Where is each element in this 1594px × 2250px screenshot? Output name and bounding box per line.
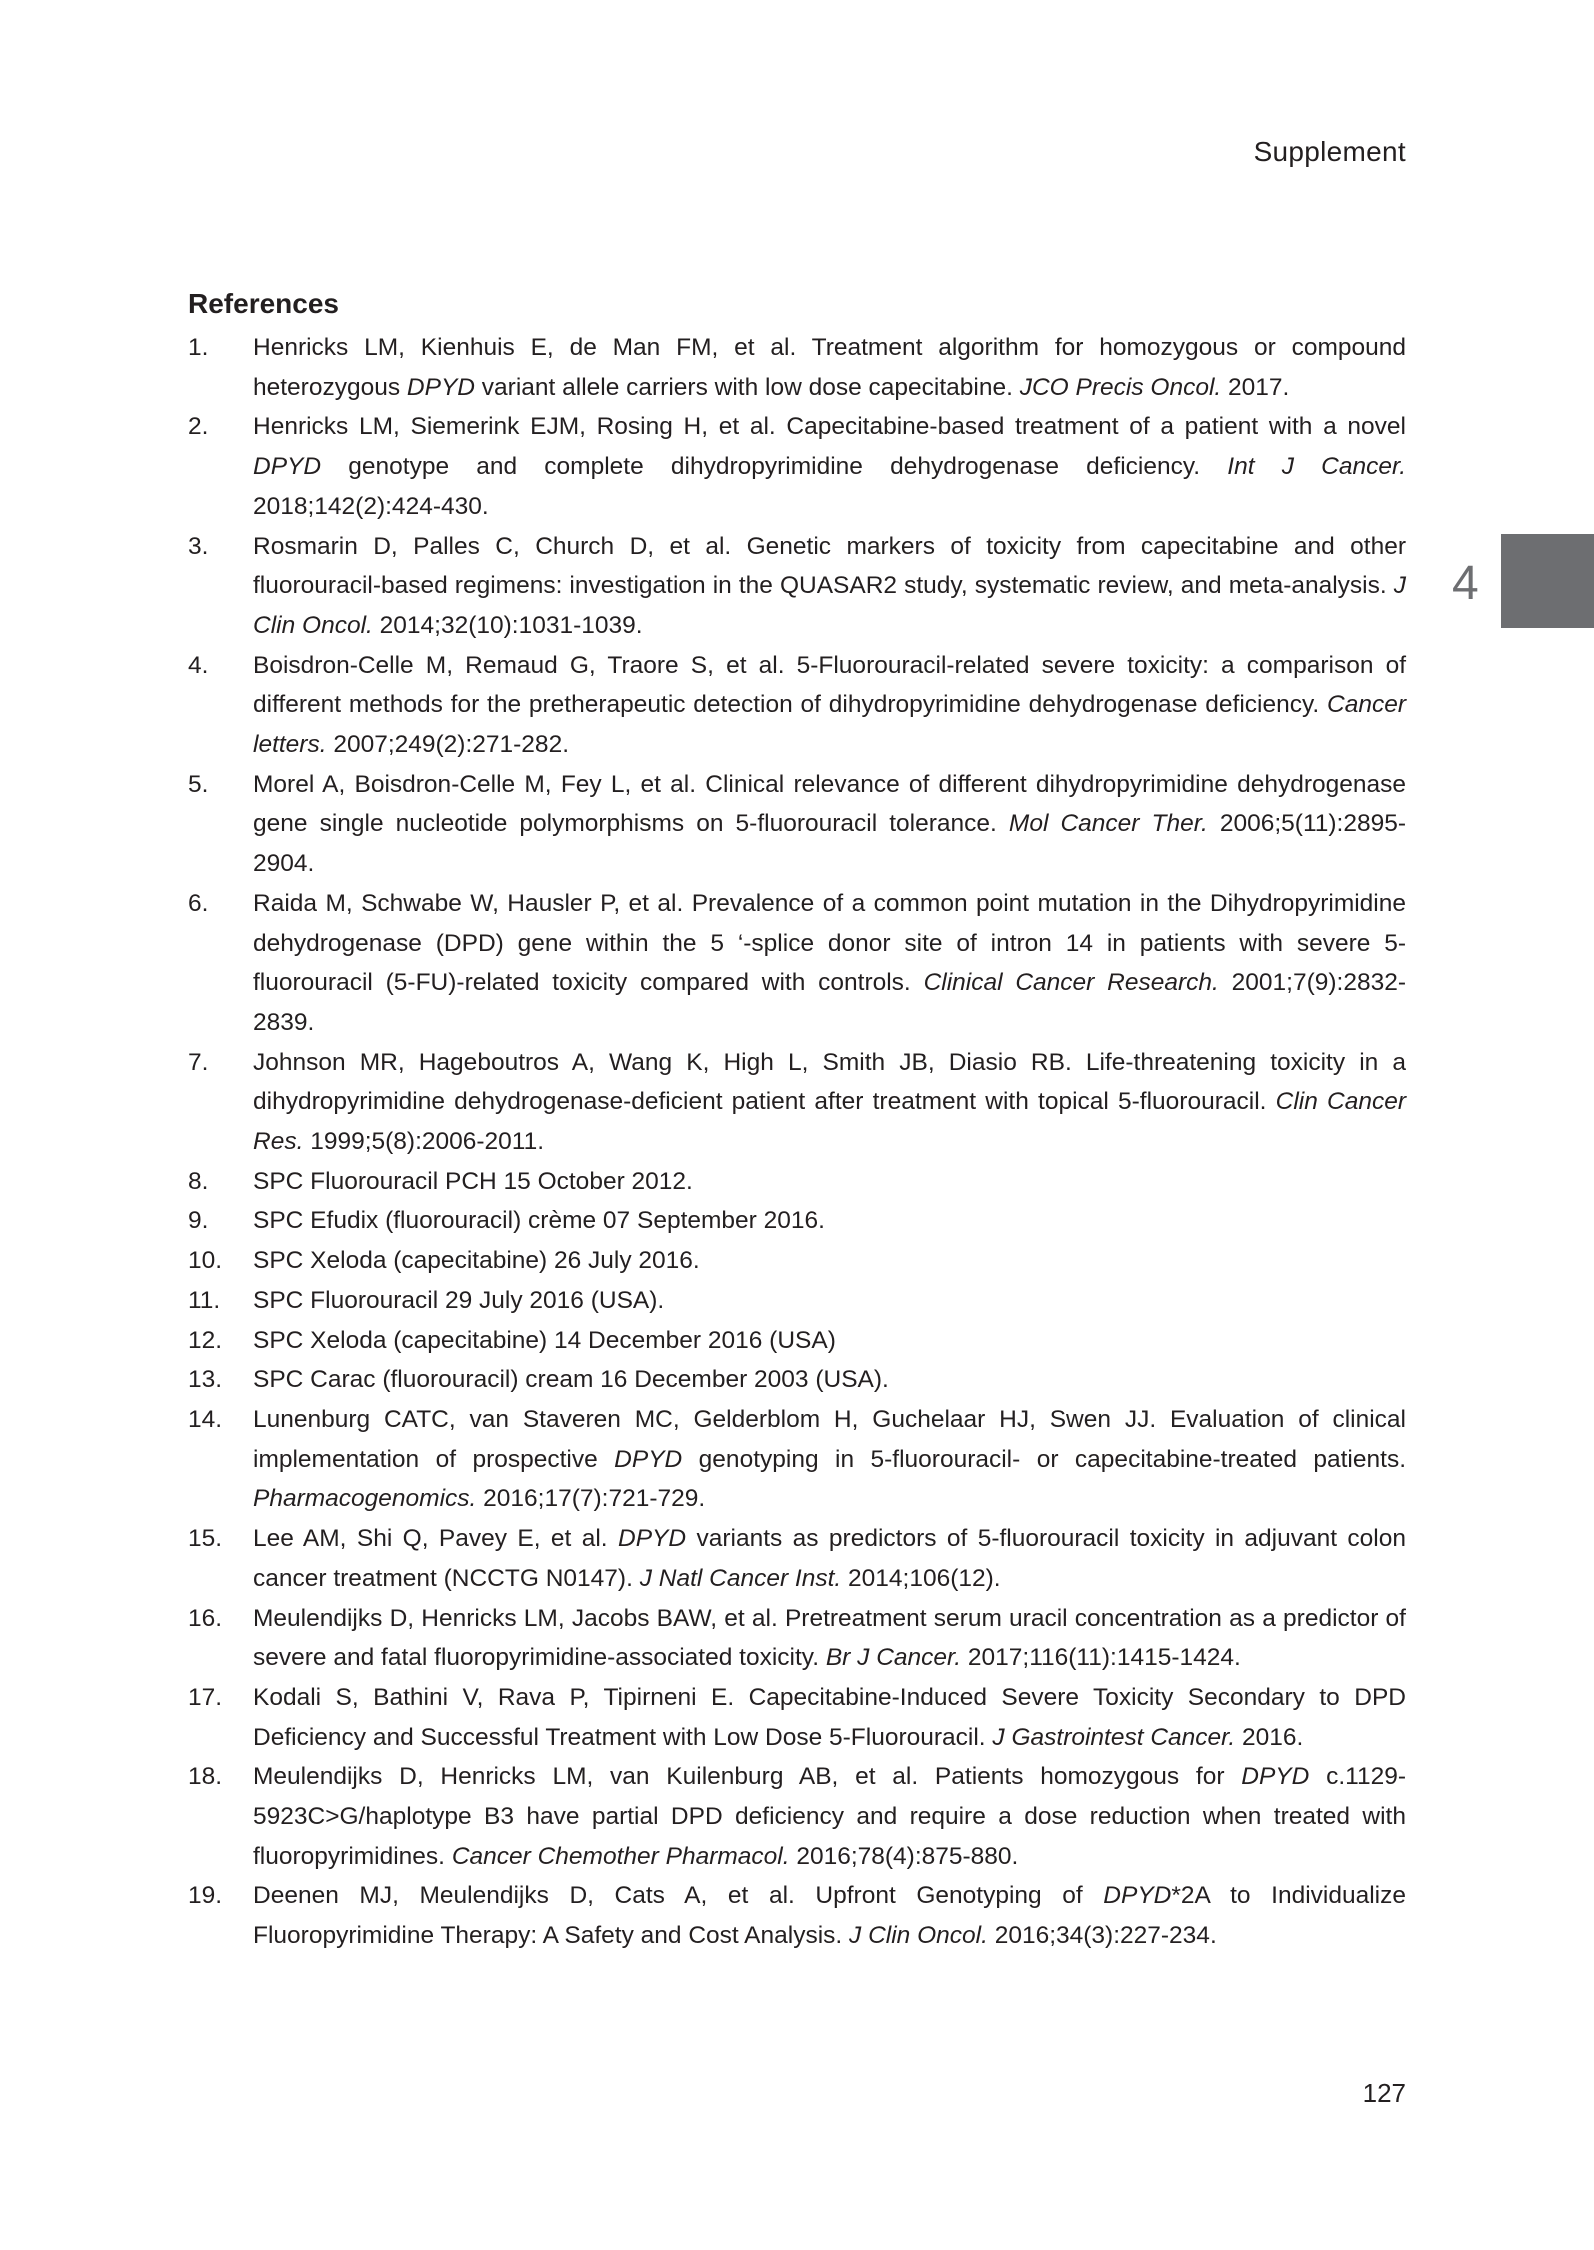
reference-number: 1. [188,334,209,361]
reference-item [188,1360,1406,1400]
reference-item [188,765,1406,884]
reference-item [188,1281,1406,1321]
reference-number: 13. [188,1366,223,1394]
reference-italic-text: JCO Precis Oncol. [1019,373,1222,401]
reference-item [188,646,1406,765]
reference-italic-text: Clin Cancer Res. [253,1088,1406,1156]
chapter-number: 4 [1452,557,1479,610]
references-heading: References [188,288,339,319]
page-number: 127 [1362,2078,1406,2108]
reference-text: Lunenburg CATC, van Staveren MC, Gelderblom H, Guchelaar HJ, Swen JJ. Evaluation of clinical implementation of prospective DPYD genotyping in 5-fluorouracil- or capecitabine-treated patients. Pharmacogenomics. 2016;17(7):721-729. [253,1405,1406,1513]
reference-italic-text: Int J Cancer. [1227,453,1407,481]
reference-italic-text: Clinical Cancer Research. [923,969,1219,997]
reference-item [188,1043,1406,1162]
reference-number: 6. [188,889,209,917]
reference-text: SPC Xeloda (capecitabine) 14 December 2016 (USA) [253,1326,836,1354]
reference-italic-text: DPYD [614,1445,683,1473]
reference-item [188,1519,1406,1598]
reference-number: 8. [188,1167,209,1195]
reference-item [188,1162,1406,1202]
reference-text: Lee AM, Shi Q, Pavey E, et al. DPYD variants as predictors of 5-fluorouracil toxicity in adjuvant colon cancer treatment (NCCTG N0147). J Natl Cancer Inst. 2014;106(12). [253,1525,1407,1592]
reference-number: 18. [188,1763,223,1791]
reference-number: 9. [188,1207,209,1235]
reference-italic-text: J Natl Cancer Inst. [639,1564,842,1592]
reference-item [188,1241,1406,1281]
reference-italic-text: Mol Cancer Ther. [1008,810,1208,838]
reference-list [188,328,1406,1956]
reference-text: SPC Fluorouracil 29 July 2016 (USA). [253,1286,665,1314]
reference-italic-text: J Gastrointest Cancer. [992,1723,1236,1751]
reference-text: SPC Efudix (fluorouracil) crème 07 September 2016. [253,1207,825,1235]
reference-item [188,1400,1406,1519]
reference-text: Meulendijks D, Henricks LM, van Kuilenburg AB, et al. Patients homozygous for DPYD c.1129-5923C>G/haplotype B3 have partial DPD deficiency and require a dose reduction when treated with fluoropyrimidines. Cancer Chemother Pharmacol. 2016;78(4):875-880. [253,1763,1406,1870]
reference-text: Kodali S, Bathini V, Rava P, Tipirneni E. Capecitabine-Induced Severe Toxicity Secondary to DPD Deficiency and Successful Treatment with Low Dose 5-Fluorouracil. J Gastrointest Cancer. 2016. [253,1683,1406,1751]
reference-item [188,1201,1406,1241]
reference-item [188,1757,1406,1876]
reference-number: 2. [188,413,209,441]
reference-italic-text: J Clin Oncol. [849,1922,988,1950]
reference-number: 7. [188,1048,209,1076]
chapter-tab [1501,534,1594,628]
reference-italic-text: DPYD [406,373,475,401]
reference-number: 15. [188,1525,223,1553]
reference-item [188,328,1406,407]
reference-item [188,527,1406,646]
reference-text: Henricks LM, Kienhuis E, de Man FM, et al. Treatment algorithm for homozygous or compound heterozygous DPYD variant allele carriers with low dose capecitabine. JCO Precis Oncol. 2017. [253,334,1406,401]
reference-italic-text: DPYD [1241,1763,1310,1791]
reference-number: 16. [188,1604,223,1632]
reference-number: 12. [188,1326,223,1354]
reference-number: 17. [188,1683,223,1711]
reference-number: 4. [188,651,209,679]
reference-item [188,1599,1406,1678]
reference-italic-text: Cancer Chemother Pharmacol. [451,1842,790,1870]
reference-item [188,1321,1406,1361]
reference-text: Rosmarin D, Palles C, Church D, et al. Genetic markers of toxicity from capecitabine and other fluorouracil-based regimens: investigation in the QUASAR2 study, systematic review, and meta-analysis. J Clin Oncol. 2014;32(10):1031-1039. [253,532,1406,639]
reference-text: SPC Carac (fluorouracil) cream 16 December 2003 (USA). [253,1366,889,1394]
reference-item [188,884,1406,1043]
reference-italic-text: Pharmacogenomics. [253,1485,477,1513]
reference-text: Meulendijks D, Henricks LM, Jacobs BAW, et al. Pretreatment serum uracil concentration as a predictor of severe and fatal fluoropyrimidine-associated toxicity. Br J Cancer. 2017;116(11):1415-1424. [253,1604,1406,1672]
reference-text: Raida M, Schwabe W, Hausler P, et al. Prevalence of a common point mutation in the Dihydropyrimidine dehydrogenase (DPD) gene within the 5 ‘-splice donor site of intron 14 in patients with severe 5-fluorouracil (5-FU)-related toxicity compared with controls. Clinical Cancer Research. 2001;7(9):2832-2839. [253,889,1406,1036]
reference-text: SPC Fluorouracil PCH 15 October 2012. [253,1167,693,1195]
reference-text: Johnson MR, Hageboutros A, Wang K, High L, Smith JB, Diasio RB. Life-threatening toxicity in a dihydropyrimidine dehydrogenase-deficient patient after treatment with topical 5-fluorouracil. Clin Cancer Res. 1999;5(8):2006-2011. [253,1048,1406,1156]
reference-item [188,407,1406,526]
reference-item [188,1876,1406,1955]
running-header: Supplement [1253,136,1406,167]
reference-italic-text: DPYD [618,1525,687,1553]
reference-text: Deenen MJ, Meulendijks D, Cats A, et al. Upfront Genotyping of DPYD*2A to Individualize Fluoropyrimidine Therapy: A Safety and Cost Analysis. J Clin Oncol. 2016;34(3):227-234. [253,1882,1406,1950]
reference-item [188,1678,1406,1757]
reference-italic-text: DPYD [1103,1882,1172,1910]
reference-text: Morel A, Boisdron-Celle M, Fey L, et al. Clinical relevance of different dihydropyrimidine dehydrogenase gene single nucleotide polymorphisms on 5-fluorouracil tolerance. Mol Cancer Ther. 2006;5(11):2895-2904. [253,770,1407,878]
reference-number: 3. [188,532,209,560]
reference-text: Henricks LM, Siemerink EJM, Rosing H, et al. Capecitabine-based treatment of a patient with a novel DPYD genotype and complete dihydropyrimidine dehydrogenase deficiency. Int J Cancer. 2018;142(2):424-430. [253,413,1407,520]
reference-italic-text: DPYD [253,453,322,481]
reference-italic-text: Br J Cancer. [825,1644,962,1672]
reference-text: Boisdron-Celle M, Remaud G, Traore S, et al. 5-Fluorouracil-related severe toxicity: a comparison of different methods for the pretherapeutic detection of dihydropyrimidine dehydrogenase deficiency. Cancer letters. 2007;249(2):271-282. [253,651,1406,759]
reference-number: 11. [188,1286,221,1314]
reference-number: 10. [188,1247,223,1275]
reference-italic-text: J Clin Oncol. [253,572,1406,639]
reference-text: SPC Xeloda (capecitabine) 26 July 2016. [253,1247,700,1275]
reference-italic-text: Cancer letters. [253,691,1406,759]
reference-number: 5. [188,770,209,798]
reference-number: 19. [188,1882,223,1910]
reference-number: 14. [188,1405,223,1433]
